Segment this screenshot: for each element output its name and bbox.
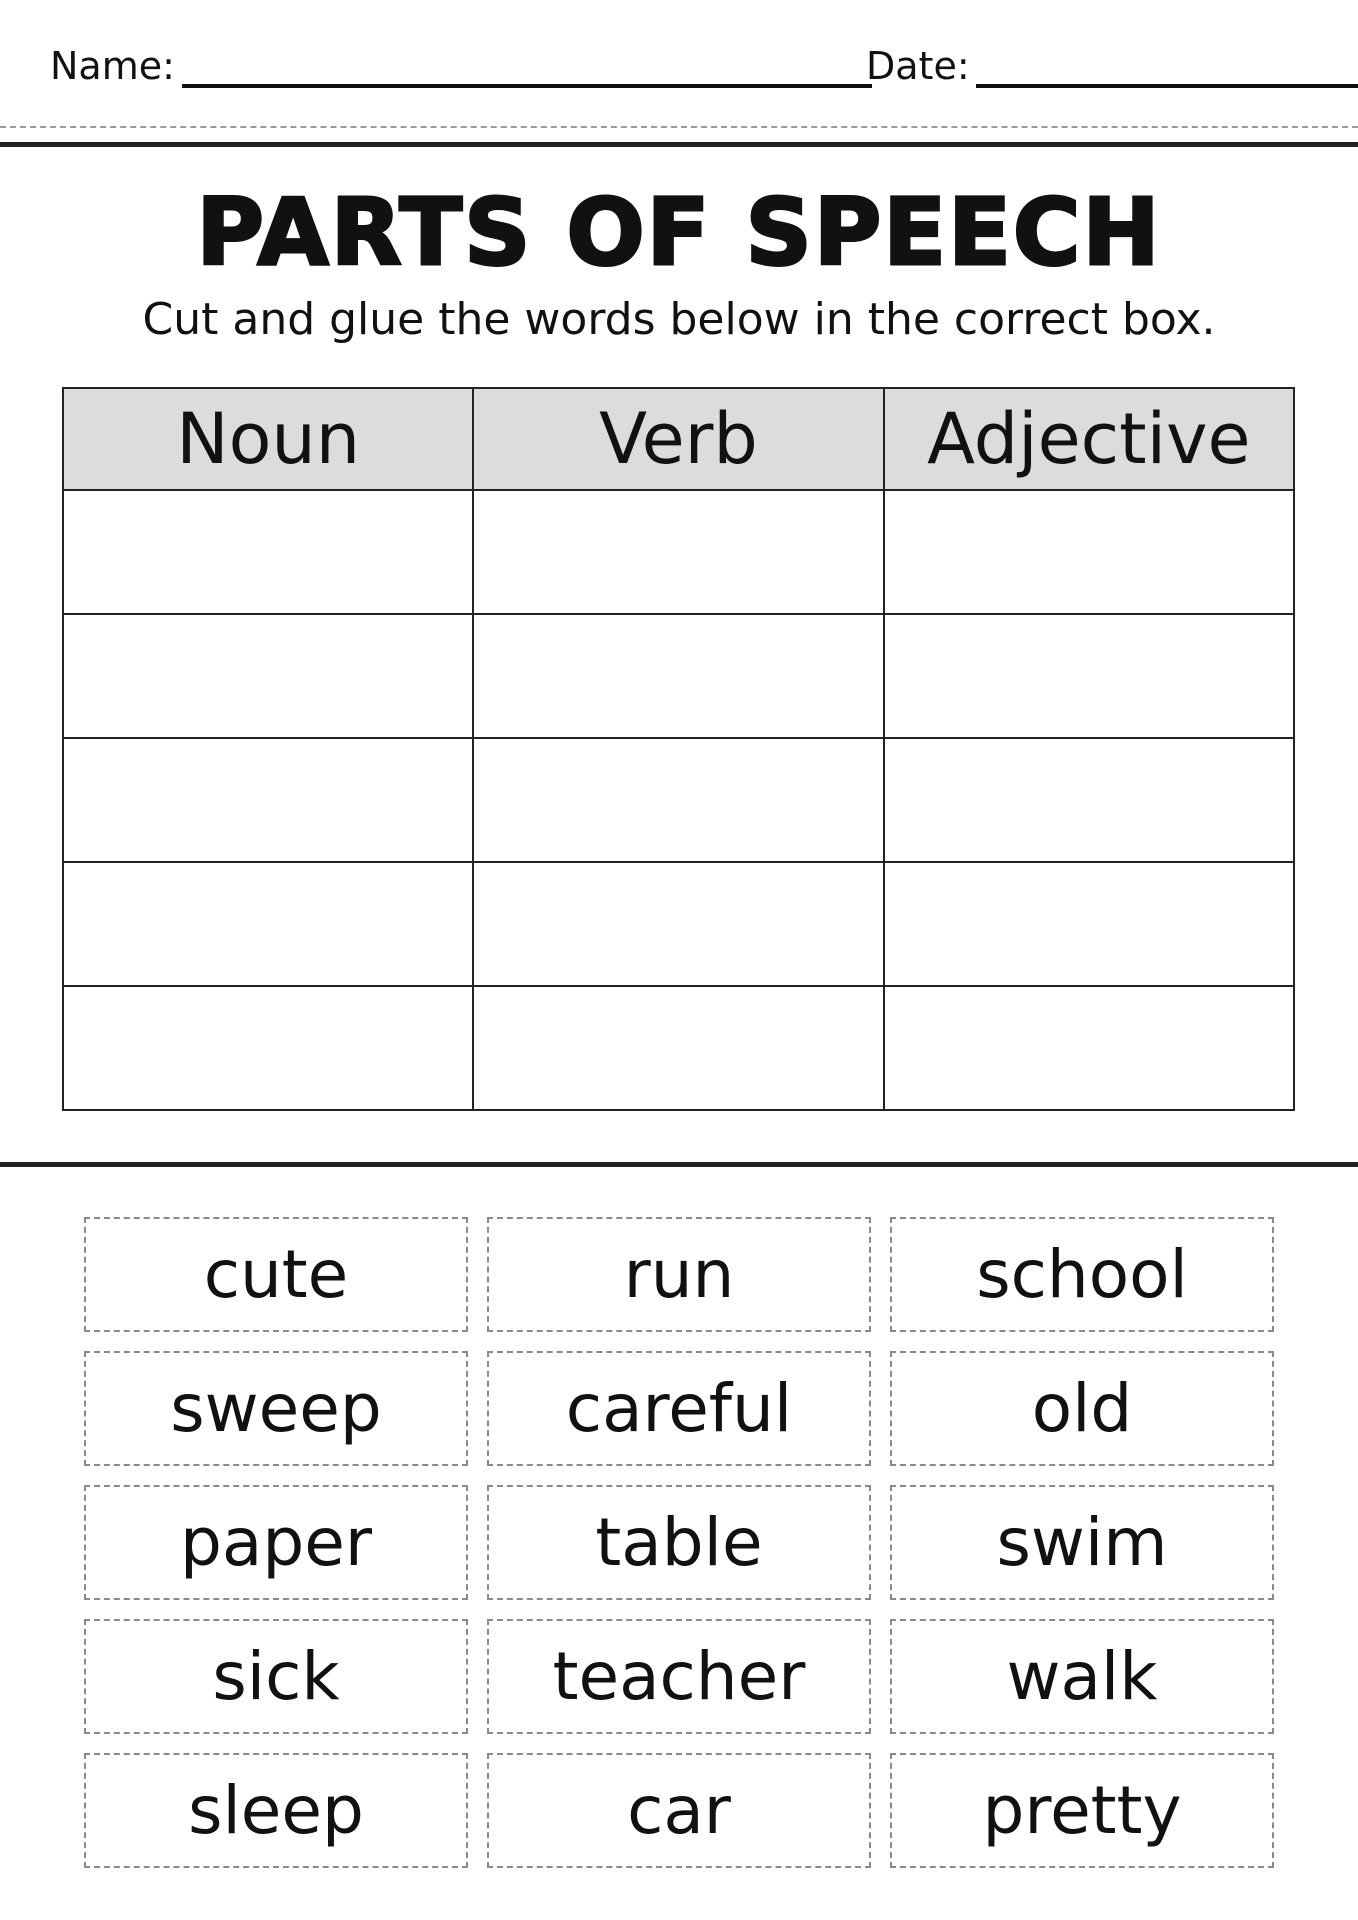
adjective-cell[interactable] (884, 614, 1294, 738)
verb-cell[interactable] (473, 986, 883, 1110)
table-row (63, 986, 1294, 1110)
word-card[interactable]: paper (84, 1485, 468, 1600)
word-card[interactable]: cute (84, 1217, 468, 1332)
verb-cell[interactable] (473, 490, 883, 614)
adjective-cell[interactable] (884, 738, 1294, 862)
word-card[interactable]: run (487, 1217, 871, 1332)
table-row (63, 614, 1294, 738)
noun-cell[interactable] (63, 986, 473, 1110)
word-card[interactable]: sick (84, 1619, 468, 1734)
word-card-grid (84, 1217, 1274, 1868)
word-card[interactable]: table (487, 1485, 871, 1600)
noun-cell[interactable] (63, 614, 473, 738)
column-header-adjective: Adjective (884, 388, 1294, 490)
word-card[interactable]: walk (890, 1619, 1274, 1734)
dashed-divider (0, 126, 1358, 128)
verb-cell[interactable] (473, 614, 883, 738)
word-card[interactable]: car (487, 1753, 871, 1868)
column-header-verb: Verb (473, 388, 883, 490)
adjective-cell[interactable] (884, 986, 1294, 1110)
name-label: Name: (50, 44, 175, 88)
word-card[interactable]: teacher (487, 1619, 871, 1734)
noun-cell[interactable] (63, 738, 473, 862)
top-divider (0, 142, 1358, 147)
name-field-line[interactable] (182, 84, 872, 88)
date-label: Date: (866, 44, 970, 88)
verb-cell[interactable] (473, 862, 883, 986)
worksheet-instruction: Cut and glue the words below in the correct box. (142, 294, 1216, 345)
adjective-cell[interactable] (884, 862, 1294, 986)
word-card[interactable]: old (890, 1351, 1274, 1466)
word-card[interactable]: swim (890, 1485, 1274, 1600)
adjective-cell[interactable] (884, 490, 1294, 614)
date-field-line[interactable] (976, 84, 1358, 88)
word-card[interactable]: pretty (890, 1753, 1274, 1868)
word-card[interactable]: sweep (84, 1351, 468, 1466)
worksheet-title: PARTS OF SPEECH (196, 179, 1162, 286)
cut-section-divider (0, 1162, 1358, 1167)
table-row (63, 490, 1294, 614)
noun-cell[interactable] (63, 862, 473, 986)
verb-cell[interactable] (473, 738, 883, 862)
table-row (63, 738, 1294, 862)
column-header-noun: Noun (63, 388, 473, 490)
word-card[interactable]: sleep (84, 1753, 468, 1868)
noun-cell[interactable] (63, 490, 473, 614)
sorting-table (62, 387, 1295, 1111)
word-card[interactable]: careful (487, 1351, 871, 1466)
name-date-row (50, 44, 1310, 94)
word-card[interactable]: school (890, 1217, 1274, 1332)
table-row (63, 862, 1294, 986)
